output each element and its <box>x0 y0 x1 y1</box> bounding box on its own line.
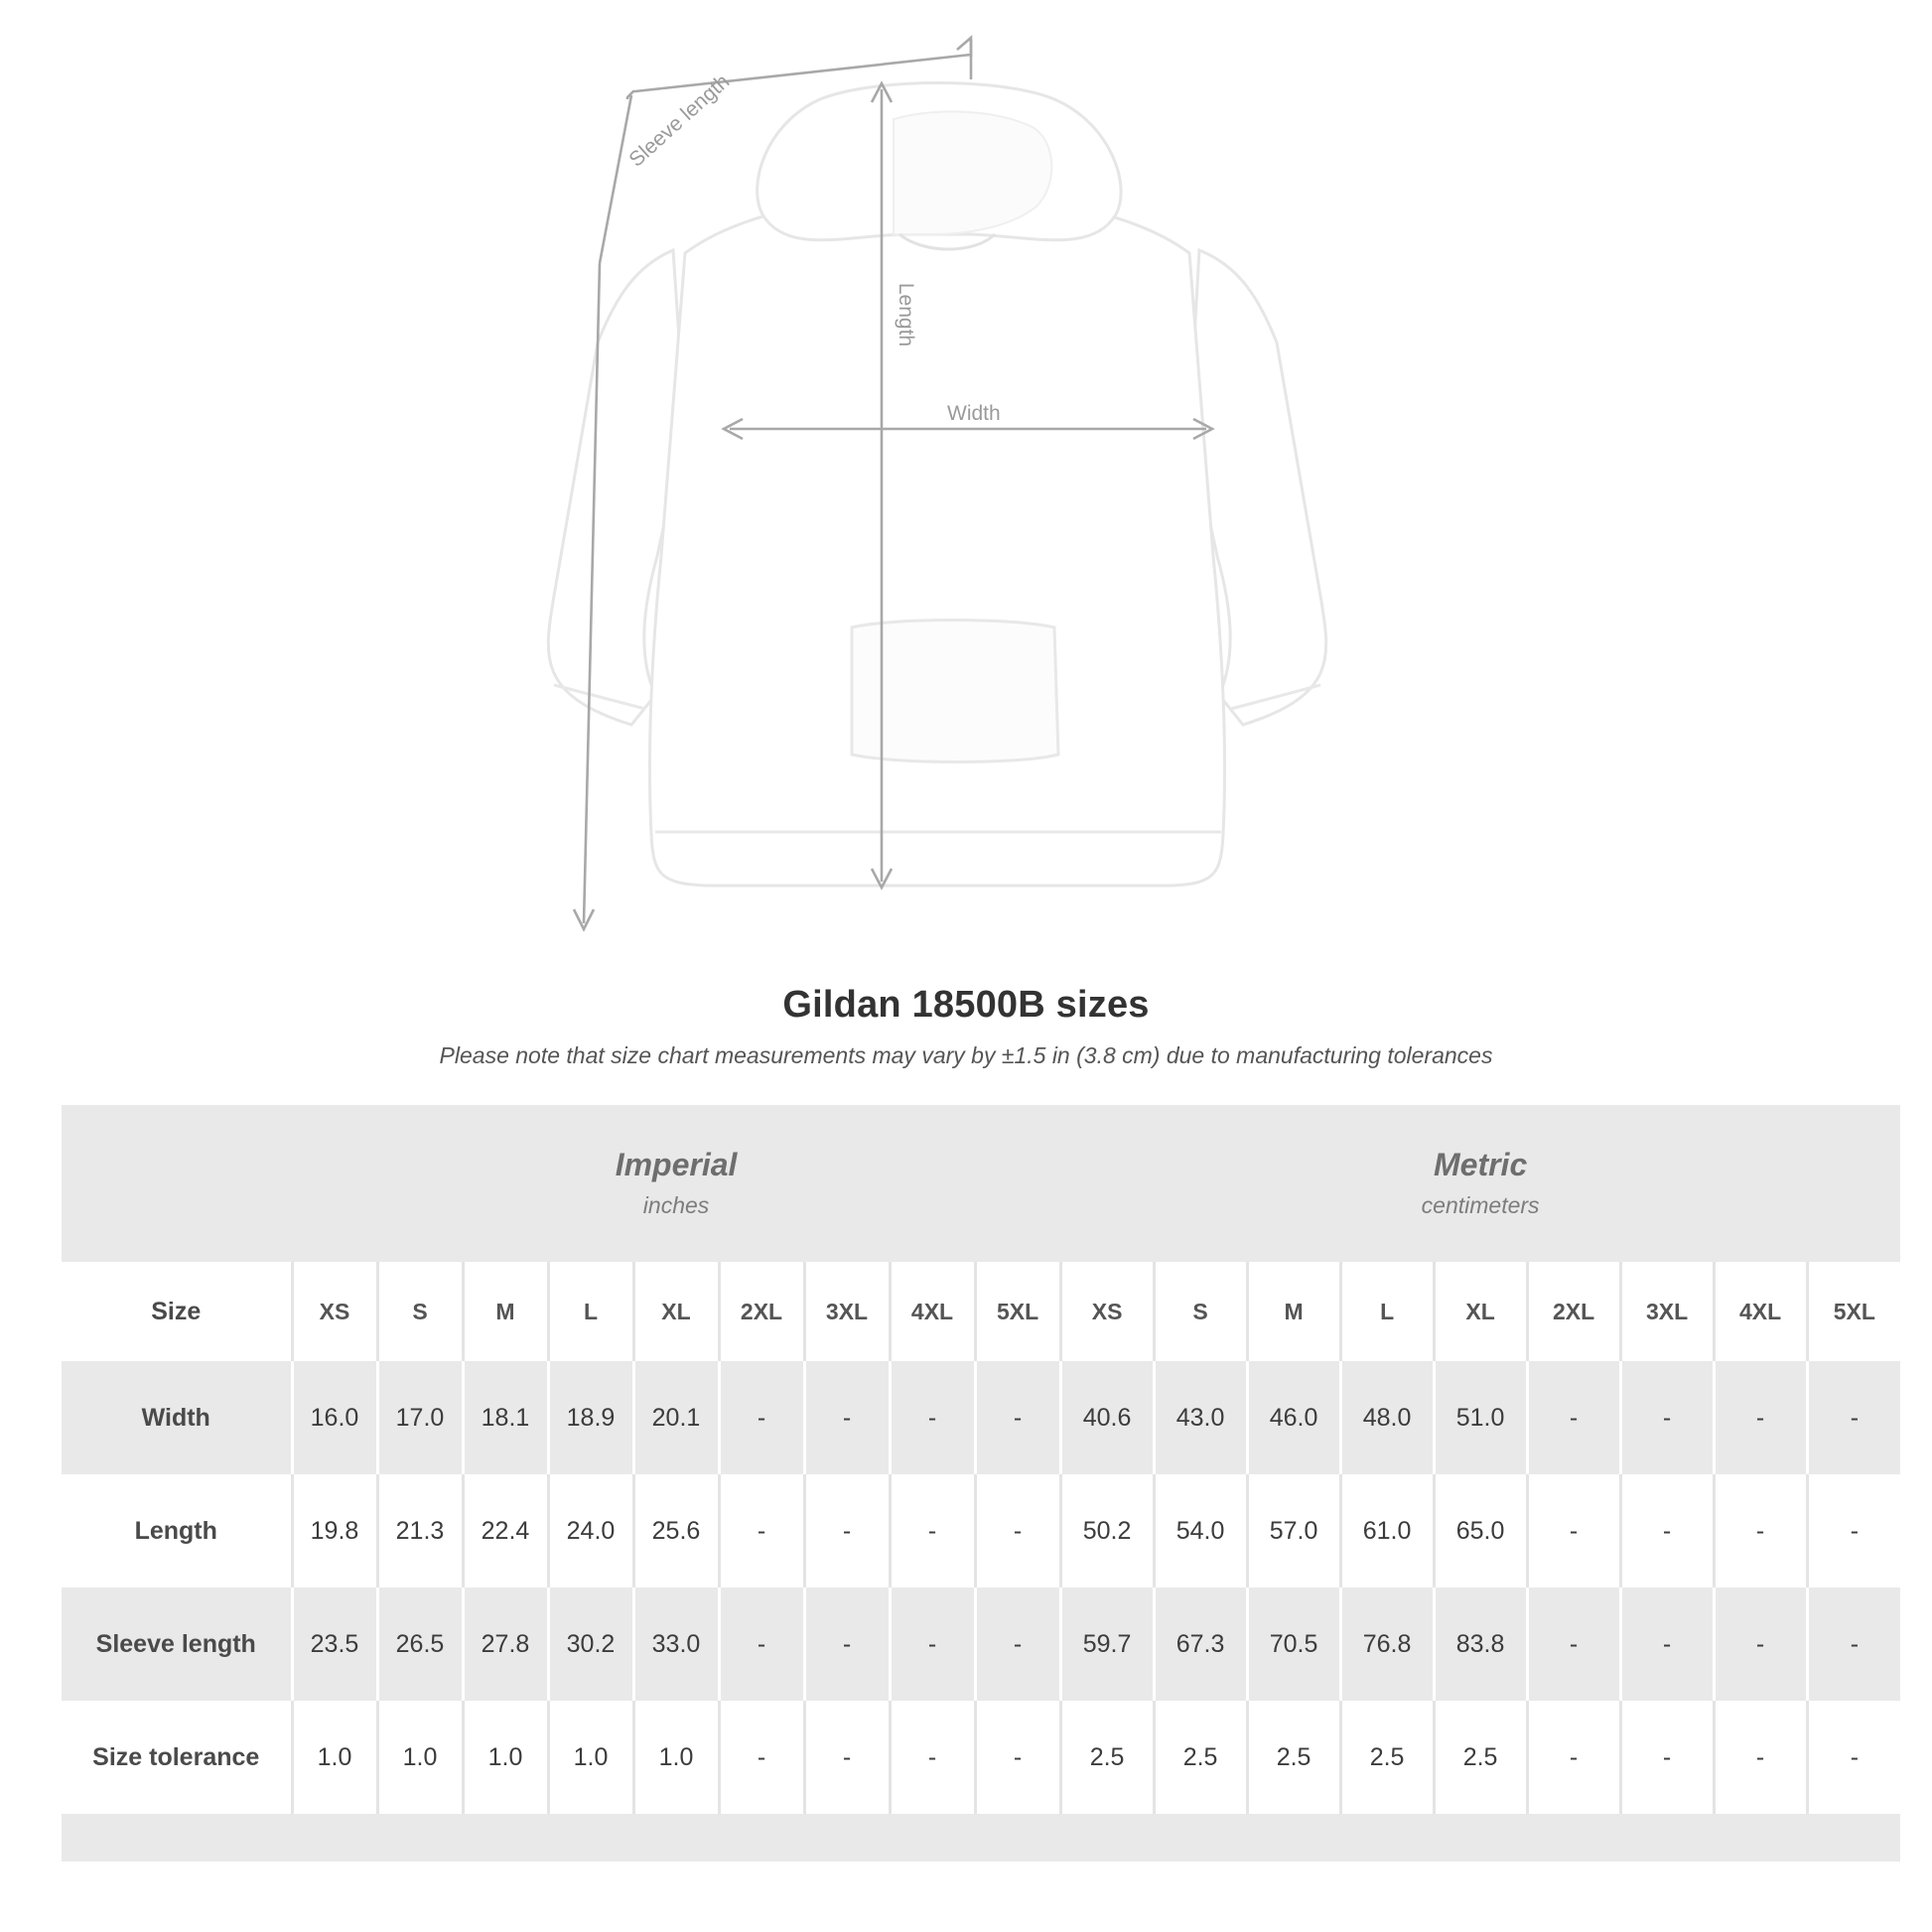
cell-sleeve-imperial-xs: 23.5 <box>292 1587 377 1701</box>
unit-header-metric <box>1060 1105 1900 1262</box>
cell-sleeve-metric-3xl: - <box>1620 1587 1714 1701</box>
cell-tolerance-imperial-3xl: - <box>804 1701 890 1814</box>
size-header-imperial-s: S <box>377 1262 463 1361</box>
cell-length-imperial-m: 22.4 <box>463 1474 548 1587</box>
size-header-metric-5xl: 5XL <box>1807 1262 1900 1361</box>
cell-length-metric-m: 57.0 <box>1247 1474 1340 1587</box>
cell-width-metric-m: 46.0 <box>1247 1361 1340 1474</box>
cell-tolerance-metric-m: 2.5 <box>1247 1701 1340 1814</box>
cell-tolerance-imperial-xl: 1.0 <box>633 1701 719 1814</box>
cell-sleeve-imperial-l: 30.2 <box>548 1587 633 1701</box>
size-header-metric-2xl: 2XL <box>1527 1262 1620 1361</box>
size-header-metric-xl: XL <box>1434 1262 1527 1361</box>
table-row <box>62 1361 1900 1474</box>
cell-tolerance-metric-l: 2.5 <box>1340 1701 1434 1814</box>
cell-length-metric-5xl: - <box>1807 1474 1900 1587</box>
cell-width-imperial-2xl: - <box>719 1361 804 1474</box>
cell-tolerance-imperial-xs: 1.0 <box>292 1701 377 1814</box>
cell-width-imperial-xl: 20.1 <box>633 1361 719 1474</box>
cell-width-imperial-l: 18.9 <box>548 1361 633 1474</box>
cell-length-imperial-l: 24.0 <box>548 1474 633 1587</box>
cell-sleeve-imperial-xl: 33.0 <box>633 1587 719 1701</box>
size-header-metric-4xl: 4XL <box>1714 1262 1807 1361</box>
cell-sleeve-metric-l: 76.8 <box>1340 1587 1434 1701</box>
size-chart-table <box>62 1105 1900 1862</box>
cell-length-metric-s: 54.0 <box>1154 1474 1247 1587</box>
size-header-imperial-2xl: 2XL <box>719 1262 804 1361</box>
cell-sleeve-metric-m: 70.5 <box>1247 1587 1340 1701</box>
row-label-sleeve-length: Sleeve length <box>62 1587 292 1701</box>
cell-sleeve-imperial-5xl: - <box>975 1587 1060 1701</box>
cell-sleeve-imperial-3xl: - <box>804 1587 890 1701</box>
cell-sleeve-metric-4xl: - <box>1714 1587 1807 1701</box>
unit-name-imperial: Imperial <box>615 1146 738 1182</box>
cell-sleeve-metric-xl: 83.8 <box>1434 1587 1527 1701</box>
cell-sleeve-metric-s: 67.3 <box>1154 1587 1247 1701</box>
row-label-length: Length <box>62 1474 292 1587</box>
cell-width-metric-3xl: - <box>1620 1361 1714 1474</box>
cell-sleeve-metric-xs: 59.7 <box>1060 1587 1154 1701</box>
cell-length-imperial-3xl: - <box>804 1474 890 1587</box>
table-footer-strip <box>62 1814 1900 1862</box>
cell-length-metric-l: 61.0 <box>1340 1474 1434 1587</box>
size-header-imperial-3xl: 3XL <box>804 1262 890 1361</box>
cell-width-metric-5xl: - <box>1807 1361 1900 1474</box>
sleeve-length-dimension-label: Sleeve length <box>624 69 735 172</box>
cell-length-imperial-xs: 19.8 <box>292 1474 377 1587</box>
cell-tolerance-metric-xs: 2.5 <box>1060 1701 1154 1814</box>
tolerance-note: Please note that size chart measurements may vary by ±1.5 in (3.8 cm) due to manufacturing tolerances <box>439 1042 1493 1068</box>
cell-tolerance-imperial-2xl: - <box>719 1701 804 1814</box>
cell-tolerance-metric-2xl: - <box>1527 1701 1620 1814</box>
cell-width-metric-xs: 40.6 <box>1060 1361 1154 1474</box>
cell-tolerance-metric-3xl: - <box>1620 1701 1714 1814</box>
cell-width-metric-2xl: - <box>1527 1361 1620 1474</box>
cell-length-metric-2xl: - <box>1527 1474 1620 1587</box>
size-header-imperial-m: M <box>463 1262 548 1361</box>
cell-width-imperial-3xl: - <box>804 1361 890 1474</box>
unit-sub-imperial: inches <box>642 1192 710 1219</box>
table-row <box>62 1474 1900 1587</box>
cell-sleeve-metric-5xl: - <box>1807 1587 1900 1701</box>
cell-width-imperial-4xl: - <box>890 1361 975 1474</box>
cell-sleeve-imperial-2xl: - <box>719 1587 804 1701</box>
cell-length-metric-xl: 65.0 <box>1434 1474 1527 1587</box>
table-footer-cell <box>62 1814 1900 1862</box>
cell-length-imperial-4xl: - <box>890 1474 975 1587</box>
size-header-metric-xs: XS <box>1060 1262 1154 1361</box>
cell-tolerance-imperial-l: 1.0 <box>548 1701 633 1814</box>
cell-length-imperial-5xl: - <box>975 1474 1060 1587</box>
size-chart-table-wrap <box>62 1105 1875 1862</box>
unit-header-spacer <box>62 1105 292 1262</box>
cell-length-imperial-xl: 25.6 <box>633 1474 719 1587</box>
size-header-metric-s: S <box>1154 1262 1247 1361</box>
cell-tolerance-metric-4xl: - <box>1714 1701 1807 1814</box>
row-label-size-tolerance: Size tolerance <box>62 1701 292 1814</box>
cell-length-metric-3xl: - <box>1620 1474 1714 1587</box>
table-row <box>62 1701 1900 1814</box>
unit-header-imperial <box>292 1105 1060 1262</box>
cell-width-metric-s: 43.0 <box>1154 1361 1247 1474</box>
page-title: Gildan 18500B sizes <box>782 984 1150 1026</box>
cell-width-metric-l: 48.0 <box>1340 1361 1434 1474</box>
size-header-imperial-5xl: 5XL <box>975 1262 1060 1361</box>
unit-sub-metric: centimeters <box>1421 1192 1540 1219</box>
cell-sleeve-metric-2xl: - <box>1527 1587 1620 1701</box>
cell-width-metric-4xl: - <box>1714 1361 1807 1474</box>
cell-tolerance-metric-s: 2.5 <box>1154 1701 1247 1814</box>
cell-length-imperial-2xl: - <box>719 1474 804 1587</box>
length-dimension-label: Length <box>895 282 918 347</box>
cell-width-imperial-m: 18.1 <box>463 1361 548 1474</box>
cell-length-imperial-s: 21.3 <box>377 1474 463 1587</box>
cell-tolerance-imperial-5xl: - <box>975 1701 1060 1814</box>
row-label-width: Width <box>62 1361 292 1474</box>
cell-width-imperial-5xl: - <box>975 1361 1060 1474</box>
size-header-imperial-xl: XL <box>633 1262 719 1361</box>
cell-tolerance-metric-5xl: - <box>1807 1701 1900 1814</box>
unit-header-row <box>62 1105 1900 1262</box>
cell-width-imperial-xs: 16.0 <box>292 1361 377 1474</box>
size-header-metric-l: L <box>1340 1262 1434 1361</box>
size-header-row <box>62 1262 1900 1361</box>
title-block <box>0 984 1932 1069</box>
cell-tolerance-imperial-s: 1.0 <box>377 1701 463 1814</box>
cell-sleeve-imperial-s: 26.5 <box>377 1587 463 1701</box>
unit-name-metric: Metric <box>1433 1146 1528 1182</box>
width-dimension-label: Width <box>947 402 1001 425</box>
table-row <box>62 1587 1900 1701</box>
cell-length-metric-xs: 50.2 <box>1060 1474 1154 1587</box>
cell-sleeve-imperial-4xl: - <box>890 1587 975 1701</box>
cell-tolerance-metric-xl: 2.5 <box>1434 1701 1527 1814</box>
size-header-label: Size <box>62 1262 292 1361</box>
size-header-imperial-4xl: 4XL <box>890 1262 975 1361</box>
size-header-metric-3xl: 3XL <box>1620 1262 1714 1361</box>
cell-tolerance-imperial-m: 1.0 <box>463 1701 548 1814</box>
size-header-imperial-xs: XS <box>292 1262 377 1361</box>
cell-width-imperial-s: 17.0 <box>377 1361 463 1474</box>
cell-width-metric-xl: 51.0 <box>1434 1361 1527 1474</box>
size-header-imperial-l: L <box>548 1262 633 1361</box>
cell-length-metric-4xl: - <box>1714 1474 1807 1587</box>
cell-sleeve-imperial-m: 27.8 <box>463 1587 548 1701</box>
size-header-metric-m: M <box>1247 1262 1340 1361</box>
cell-tolerance-imperial-4xl: - <box>890 1701 975 1814</box>
